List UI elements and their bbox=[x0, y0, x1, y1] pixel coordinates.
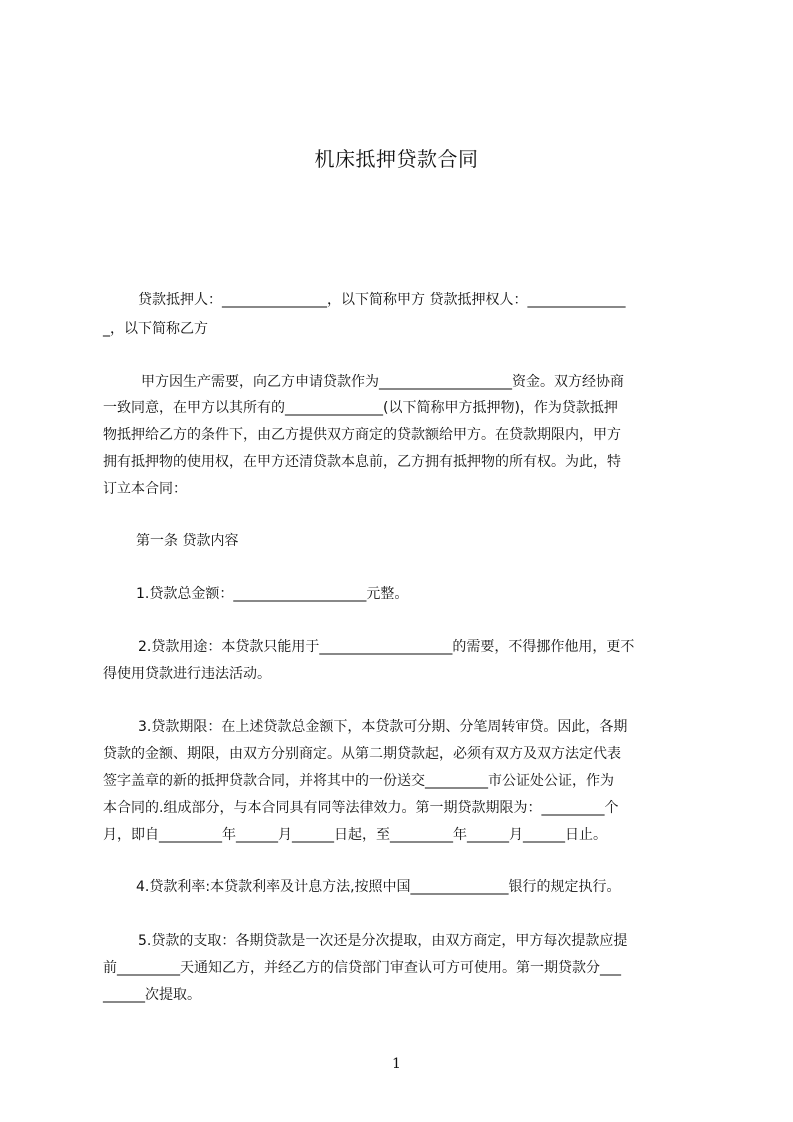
preamble-line-2: 一致同意，在甲方以其所有的______________(以下简称甲方抵押物)，作为贷款抵押 bbox=[103, 400, 618, 416]
item-5-line-3: ______次提取。 bbox=[103, 987, 201, 1003]
preamble-line-5: 订立本合同： bbox=[103, 481, 187, 497]
article-1-heading: 第一条 贷款内容 bbox=[136, 533, 239, 549]
item-3-line-2: 贷款的金额、期限，由双方分别商定。从第二期贷款起，必须有双方及双方法定代表 bbox=[103, 746, 621, 762]
preamble-line-3: 物抵押给乙方的条件下，由乙方提供双方商定的贷款额给甲方。在贷款期限内，甲方 bbox=[103, 427, 621, 443]
item-3-line-4: 本合同的.组成部分，与本合同具有同等法律效力。第一期贷款期限为：_________个 bbox=[103, 800, 619, 816]
preamble-line-4: 拥有抵押物的使用权，在甲方还清贷款本息前，乙方拥有抵押物的所有权。为此，特 bbox=[103, 454, 621, 470]
item-4-interest-rate: 4.贷款利率:本贷款利率及计息方法,按照中国______________银行的规定执行。 bbox=[136, 879, 621, 895]
item-5-line-2: 前_________天通知乙方，并经乙方的信贷部门审查认可方可使用。第一期贷款分___ bbox=[103, 960, 621, 976]
parties-line-2: _，以下简称乙方 bbox=[103, 321, 208, 337]
parties-line-1: 贷款抵押人：_______________，以下简称甲方 贷款抵押权人：______________ bbox=[138, 292, 626, 308]
preamble-line-1: 甲方因生产需要，向乙方申请贷款作为___________________资金。双方经协商 bbox=[141, 374, 624, 390]
item-5-line-1: 5.贷款的支取：各期贷款是一次还是分次提取，由双方商定，甲方每次提款应提 bbox=[138, 933, 628, 949]
item-2-line-2: 得使用贷款进行违法活动。 bbox=[103, 666, 271, 682]
item-3-line-3: 签字盖章的新的抵押贷款合同，并将其中的一份送交_________市公证处公证，作为 bbox=[103, 773, 614, 789]
document-title: 机床抵押贷款合同 bbox=[314, 147, 479, 171]
item-3-line-5: 月，即自_________年______月______日起，至_________年______月______日止。 bbox=[103, 827, 607, 843]
item-1-total-amount: 1.贷款总金额：___________________元整。 bbox=[136, 586, 409, 602]
item-3-line-1: 3.贷款期限：在上述贷款总金额下，本贷款可分期、分笔周转审贷。因此，各期 bbox=[138, 719, 628, 735]
item-2-line-1: 2.贷款用途：本贷款只能用于___________________的需要，不得挪作他用，更不 bbox=[138, 639, 635, 655]
page-number: 1 bbox=[392, 1056, 401, 1072]
